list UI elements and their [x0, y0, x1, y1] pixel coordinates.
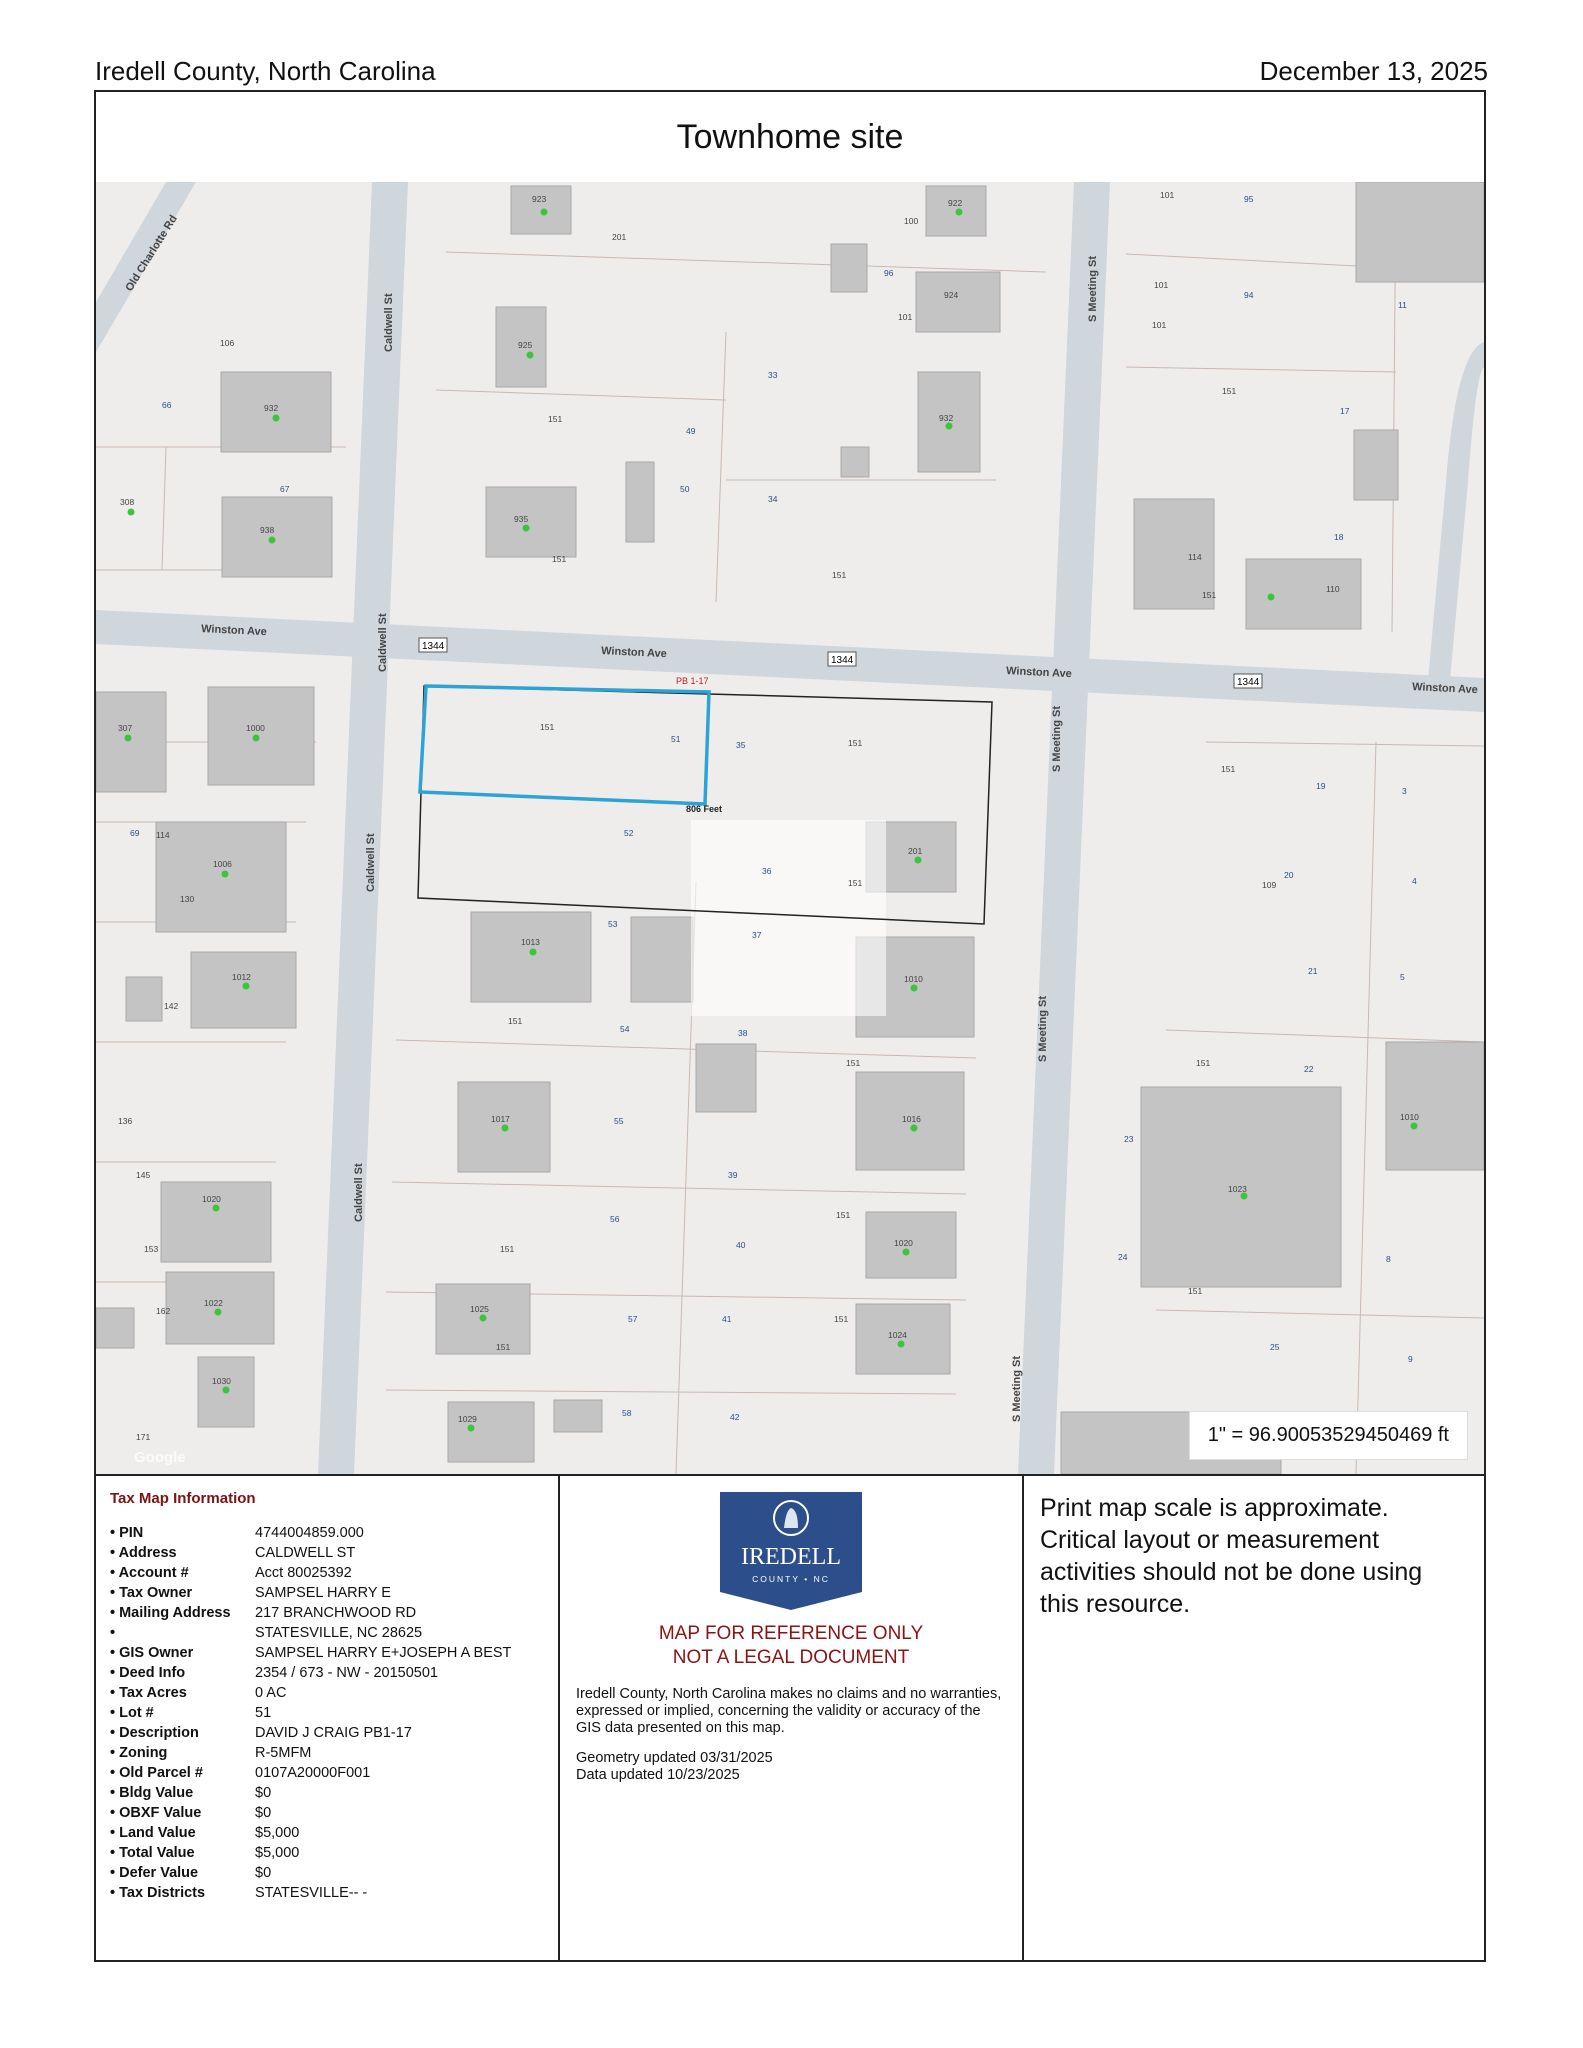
tax-info-label: • Old Parcel # [110, 1765, 203, 1781]
tax-info-label: • OBXF Value [110, 1805, 202, 1821]
svg-text:1020: 1020 [894, 1238, 913, 1248]
tax-info-label: • Zoning [110, 1745, 168, 1761]
svg-text:130: 130 [180, 894, 195, 904]
svg-text:25: 25 [1270, 1342, 1280, 1352]
svg-text:39: 39 [728, 1170, 738, 1180]
svg-text:50: 50 [680, 484, 690, 494]
svg-text:308: 308 [120, 497, 135, 507]
svg-text:1029: 1029 [458, 1414, 477, 1424]
svg-text:1344: 1344 [1237, 677, 1260, 688]
tax-info-value: 0 AC [255, 1685, 287, 1701]
svg-text:151: 151 [848, 738, 863, 748]
svg-text:151: 151 [548, 414, 563, 424]
tax-info-row [110, 1685, 544, 1702]
winston-ave-label-4: Winston Ave [1411, 681, 1479, 697]
tax-info-row [110, 1845, 544, 1862]
info-panel [96, 1474, 1484, 1962]
tax-info-label: • Land Value [110, 1825, 196, 1841]
geometry-updated: Geometry updated 03/31/2025 [576, 1750, 773, 1766]
tax-info-row [110, 1765, 544, 1782]
svg-text:22: 22 [1304, 1064, 1314, 1074]
svg-text:33: 33 [768, 370, 778, 380]
caldwell-st-label-1: Caldwell St [383, 293, 395, 352]
reference-line-1: MAP FOR REFERENCE ONLY [658, 1623, 924, 1644]
svg-text:96: 96 [884, 268, 894, 278]
tax-info-value: 0107A20000F001 [255, 1765, 371, 1781]
svg-text:37: 37 [752, 930, 762, 940]
svg-text:95: 95 [1244, 194, 1254, 204]
svg-text:18: 18 [1334, 532, 1344, 542]
s-meeting-st-label-1: S Meeting St [1087, 255, 1099, 322]
svg-text:151: 151 [836, 1210, 851, 1220]
tax-info-value: SAMPSEL HARRY E [255, 1585, 391, 1601]
tax-info-row [110, 1585, 544, 1602]
svg-text:69: 69 [130, 828, 140, 838]
tax-info-value: SAMPSEL HARRY E+JOSEPH A BEST [255, 1645, 512, 1661]
tax-info-label: • Bldg Value [110, 1785, 194, 1801]
svg-text:151: 151 [1222, 386, 1237, 396]
tax-info-label: • Deed Info [110, 1665, 186, 1681]
update-info [576, 1750, 1006, 1784]
tax-info-value: 4744004859.000 [255, 1525, 364, 1541]
svg-text:151: 151 [552, 554, 567, 564]
svg-text:109: 109 [1262, 880, 1277, 890]
svg-text:938: 938 [260, 525, 275, 535]
svg-text:58: 58 [622, 1408, 632, 1418]
svg-text:56: 56 [610, 1214, 620, 1224]
svg-text:922: 922 [948, 198, 963, 208]
svg-text:151: 151 [500, 1244, 515, 1254]
svg-text:94: 94 [1244, 290, 1254, 300]
svg-text:101: 101 [898, 312, 913, 322]
tax-info-label: • Account # [110, 1565, 189, 1581]
svg-text:142: 142 [164, 1001, 179, 1011]
selected-parcel [420, 686, 709, 804]
tax-info-row [110, 1665, 544, 1682]
svg-text:42: 42 [730, 1412, 740, 1422]
svg-text:40: 40 [736, 1240, 746, 1250]
svg-text:145: 145 [136, 1170, 151, 1180]
svg-text:17: 17 [1340, 406, 1350, 416]
tax-info-row [110, 1565, 544, 1582]
svg-text:21: 21 [1308, 966, 1318, 976]
svg-text:24: 24 [1118, 1252, 1128, 1262]
tax-info-value: DAVID J CRAIG PB1-17 [255, 1725, 412, 1741]
svg-text:100: 100 [904, 216, 919, 226]
tax-info-row [110, 1545, 544, 1562]
plat-ref-label: PB 1-17 [676, 676, 709, 686]
svg-text:19: 19 [1316, 781, 1326, 791]
svg-text:201: 201 [908, 846, 923, 856]
svg-text:COUNTY • NC: COUNTY • NC [752, 1574, 830, 1584]
svg-text:101: 101 [1152, 320, 1167, 330]
svg-text:1344: 1344 [831, 655, 854, 666]
s-meeting-st-road [1018, 182, 1110, 1474]
tax-info-value: $0 [255, 1805, 272, 1821]
svg-text:932: 932 [264, 403, 279, 413]
tax-info-label: • Defer Value [110, 1865, 199, 1881]
svg-text:52: 52 [624, 828, 634, 838]
tax-info-label: • [110, 1625, 116, 1641]
svg-text:151: 151 [496, 1342, 511, 1352]
svg-text:IREDELL: IREDELL [741, 1544, 841, 1570]
svg-text:171: 171 [136, 1432, 151, 1442]
tax-info-value: STATESVILLE-- - [255, 1885, 368, 1901]
svg-text:9: 9 [1408, 1354, 1413, 1364]
tax-info-label: • Tax Owner [110, 1585, 193, 1601]
caldwell-st-label-3: Caldwell St [365, 833, 377, 892]
tax-info-value: $0 [255, 1785, 272, 1801]
tax-info-column [96, 1476, 560, 1962]
svg-text:101: 101 [1154, 280, 1169, 290]
svg-text:20: 20 [1284, 870, 1294, 880]
svg-text:201: 201 [612, 232, 627, 242]
svg-text:3: 3 [1402, 786, 1407, 796]
data-updated: Data updated 10/23/2025 [576, 1767, 740, 1783]
measurement-label: 806 Feet [686, 804, 723, 814]
svg-text:53: 53 [608, 919, 618, 929]
tax-info-row [110, 1865, 544, 1882]
svg-text:151: 151 [1221, 764, 1236, 774]
map-title: Townhome site [96, 92, 1484, 184]
tax-info-label: • Description [110, 1725, 199, 1741]
svg-text:1020: 1020 [202, 1194, 221, 1204]
caldwell-st-label-4: Caldwell St [353, 1163, 365, 1222]
svg-text:1024: 1024 [888, 1330, 907, 1340]
svg-text:23: 23 [1124, 1134, 1134, 1144]
tax-info-row [110, 1525, 544, 1542]
svg-text:151: 151 [848, 878, 863, 888]
s-meeting-st-label-4: S Meeting St [1011, 1355, 1023, 1422]
map-frame [94, 90, 1486, 1962]
svg-text:106: 106 [220, 338, 235, 348]
winston-ave-label-3: Winston Ave [1005, 665, 1073, 681]
svg-text:55: 55 [614, 1116, 624, 1126]
svg-text:1010: 1010 [904, 974, 923, 984]
scale-note: Print map scale is approximate. Critical layout or measurement activities should not be done using this resource. [1040, 1494, 1423, 1618]
tax-info-value: R-5MFM [255, 1745, 312, 1761]
svg-text:4: 4 [1412, 876, 1417, 886]
winston-ave-label-1: Winston Ave [200, 623, 268, 639]
tax-info-row [110, 1805, 544, 1822]
tax-info-value: $0 [255, 1865, 272, 1881]
svg-text:8: 8 [1386, 1254, 1391, 1264]
tax-info-label: • Tax Acres [110, 1685, 187, 1701]
svg-text:136: 136 [118, 1116, 133, 1126]
svg-text:110: 110 [1326, 584, 1340, 594]
tax-info-value: 217 BRANCHWOOD RD [255, 1605, 417, 1621]
svg-text:101: 101 [1160, 190, 1175, 200]
s-meeting-st-label-3: S Meeting St [1037, 995, 1049, 1062]
svg-text:41: 41 [722, 1314, 732, 1324]
tax-info-title: Tax Map Information [110, 1490, 256, 1507]
map-canvas [96, 182, 1484, 1474]
tax-info-rows [110, 1525, 544, 1902]
s-meeting-st-label-2: S Meeting St [1051, 705, 1063, 772]
map-annotations [676, 676, 722, 814]
svg-text:151: 151 [1196, 1058, 1211, 1068]
svg-text:114: 114 [1188, 552, 1202, 562]
reference-line-2: NOT A LEGAL DOCUMENT [672, 1647, 910, 1668]
winston-ave-label-2: Winston Ave [600, 645, 668, 661]
svg-text:151: 151 [832, 570, 847, 580]
svg-text:11: 11 [1398, 300, 1407, 310]
reference-column [560, 1476, 1024, 1962]
old-charlotte-rd-label: Old Charlotte Rd [123, 213, 180, 294]
tax-info-value: $5,000 [255, 1845, 300, 1861]
svg-text:1016: 1016 [902, 1114, 921, 1124]
svg-text:162: 162 [156, 1306, 171, 1316]
svg-text:1344: 1344 [422, 641, 445, 652]
svg-text:36: 36 [762, 866, 772, 876]
svg-text:151: 151 [540, 722, 555, 732]
svg-text:932: 932 [939, 413, 954, 423]
tax-info-label: • Total Value [110, 1845, 195, 1861]
svg-text:114: 114 [156, 830, 170, 840]
svg-text:35: 35 [736, 740, 746, 750]
tax-info-value: $5,000 [255, 1825, 300, 1841]
tax-info-row [110, 1785, 544, 1802]
caldwell-st-label-2: Caldwell St [377, 613, 389, 672]
svg-text:1025: 1025 [470, 1304, 489, 1314]
svg-text:1000: 1000 [246, 723, 265, 733]
svg-text:153: 153 [144, 1244, 159, 1254]
svg-text:54: 54 [620, 1024, 630, 1034]
scale-note-column [1024, 1476, 1484, 1962]
svg-text:151: 151 [834, 1314, 849, 1324]
tax-info-value: Acct 80025392 [255, 1565, 352, 1581]
tax-info-row [110, 1605, 544, 1622]
tax-info-row [110, 1625, 544, 1642]
svg-text:1023: 1023 [1228, 1184, 1247, 1194]
svg-text:1030: 1030 [212, 1376, 231, 1386]
svg-text:1012: 1012 [232, 972, 251, 982]
tax-info-row [110, 1825, 544, 1842]
svg-text:151: 151 [1188, 1286, 1203, 1296]
tax-info-row [110, 1885, 544, 1902]
svg-text:38: 38 [738, 1028, 748, 1038]
tax-info-value: STATESVILLE, NC 28625 [255, 1625, 423, 1641]
svg-text:151: 151 [508, 1016, 523, 1026]
tax-info-row [110, 1725, 544, 1742]
tax-info-label: • PIN [110, 1525, 144, 1541]
tax-info-value: 2354 / 673 - NW - 20150501 [255, 1665, 438, 1681]
tax-info-row [110, 1705, 544, 1722]
tax-info-label: • Lot # [110, 1705, 154, 1721]
svg-text:151: 151 [1202, 590, 1217, 600]
svg-text:1017: 1017 [491, 1114, 510, 1124]
tax-info-value: CALDWELL ST [255, 1545, 356, 1561]
svg-text:925: 925 [518, 340, 533, 350]
tax-info-label: • Tax Districts [110, 1885, 206, 1901]
disclaimer-text: Iredell County, North Carolina makes no claims and no warranties, expressed or implied, concerning the validity or accuracy of the GIS data presented on this map. [576, 1686, 1002, 1736]
scale-label: 1" = 96.90053529450469 ft [1189, 1411, 1468, 1460]
svg-text:1010: 1010 [1400, 1112, 1419, 1122]
svg-text:924: 924 [944, 290, 959, 300]
svg-text:34: 34 [768, 494, 778, 504]
tax-info-row [110, 1645, 544, 1662]
svg-text:49: 49 [686, 426, 696, 436]
svg-text:5: 5 [1400, 972, 1405, 982]
svg-text:66: 66 [162, 400, 172, 410]
tax-info-value: 51 [255, 1705, 272, 1721]
svg-text:1006: 1006 [213, 859, 232, 869]
reference-notice [560, 1622, 1022, 1670]
svg-text:307: 307 [118, 723, 133, 733]
svg-text:923: 923 [532, 194, 547, 204]
tax-info-row [110, 1745, 544, 1762]
tax-info-label: • Mailing Address [110, 1605, 231, 1621]
svg-text:57: 57 [628, 1314, 638, 1324]
tax-info-label: • Address [110, 1545, 177, 1561]
svg-text:51: 51 [671, 734, 681, 744]
google-attribution: Google [134, 1449, 186, 1466]
county-header: Iredell County, North Carolina [95, 56, 436, 86]
svg-text:935: 935 [514, 514, 529, 524]
svg-text:67: 67 [280, 484, 290, 494]
iredell-county-logo [720, 1492, 862, 1610]
date-header: December 13, 2025 [1259, 56, 1488, 86]
svg-text:1022: 1022 [204, 1298, 223, 1308]
east-road-curve [1426, 342, 1484, 702]
tax-info-label: • GIS Owner [110, 1645, 194, 1661]
parcel-map[interactable] [96, 182, 1484, 1474]
svg-text:151: 151 [846, 1058, 861, 1068]
svg-text:1013: 1013 [521, 937, 540, 947]
